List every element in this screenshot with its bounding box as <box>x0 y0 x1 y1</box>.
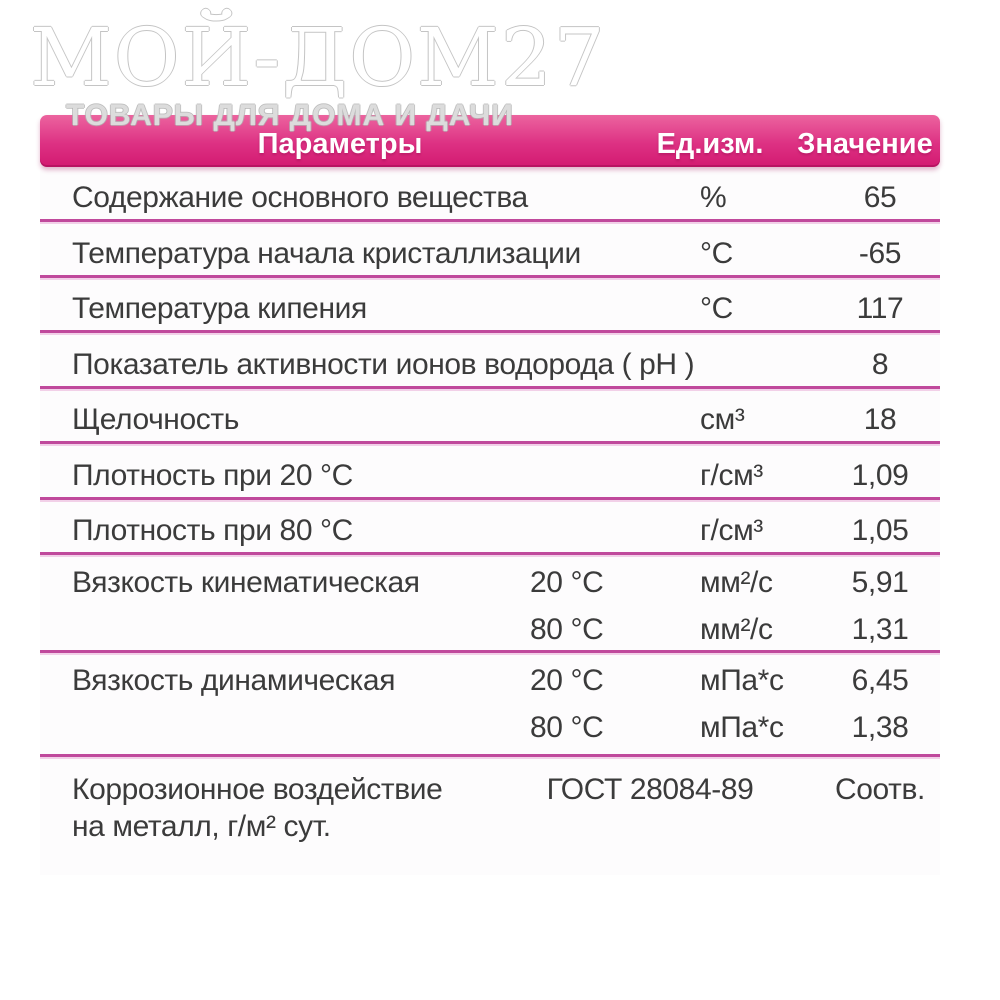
param-value: 1,09 <box>851 458 909 492</box>
header-value-label: Значение <box>797 128 933 160</box>
param-unit: °C <box>700 236 733 270</box>
param-unit: г/см³ <box>700 458 763 492</box>
param-value: 117 <box>856 292 904 325</box>
param-temp: 80 °C <box>530 710 604 744</box>
watermark-logo: МОЙ-ДОМ27 <box>30 11 607 104</box>
param-unit: мПа*с <box>700 663 784 697</box>
param-temp: 80 °C <box>530 612 604 646</box>
param-value: -65 <box>858 236 902 270</box>
param-unit: мПа*с <box>700 710 784 744</box>
table-row <box>40 222 940 278</box>
param-value: Соотв. <box>835 773 925 806</box>
subrows <box>480 657 940 754</box>
param-unit: мм²/с <box>700 565 773 599</box>
param-value: 1,38 <box>851 710 909 744</box>
header-parameters-label: Параметры <box>257 128 423 160</box>
param-label: Вязкость кинематическая <box>72 565 420 599</box>
param-value: 1,31 <box>851 612 909 646</box>
table-row <box>40 757 940 875</box>
param-temp: 20 °C <box>530 565 604 599</box>
table-row-group <box>40 653 940 757</box>
param-label: Показатель активности ионов водорода ( pH ) <box>72 347 695 381</box>
param-value: 18 <box>863 403 897 436</box>
param-label-block <box>40 771 480 845</box>
table-row <box>40 278 940 333</box>
table-row <box>40 500 940 555</box>
param-value: 65 <box>863 181 897 214</box>
table-row <box>40 389 940 444</box>
subrows <box>480 559 940 653</box>
param-value: 8 <box>871 347 889 381</box>
param-label: Содержание основного вещества <box>72 181 528 214</box>
param-label: Вязкость динамическая <box>72 663 396 697</box>
param-unit: % <box>700 181 727 214</box>
param-label: Температура кипения <box>72 292 367 325</box>
param-label: Температура начала кристаллизации <box>72 236 581 270</box>
spec-table <box>40 167 940 875</box>
param-unit: см³ <box>700 403 745 436</box>
table-row-group <box>40 555 940 653</box>
param-label: Плотность при 80 °C <box>72 514 353 547</box>
table-row <box>40 167 940 222</box>
param-value: 5,91 <box>851 565 909 599</box>
param-unit: г/см³ <box>700 514 763 547</box>
table-subrow <box>480 559 940 606</box>
param-value: 6,45 <box>851 663 909 697</box>
watermark-tagline: ТОВАРЫ ДЛЯ ДОМА И ДАЧИ <box>66 99 514 132</box>
param-unit: °C <box>700 292 733 325</box>
param-label-line1: Коррозионное воздействие <box>72 773 443 806</box>
param-label: Щелочность <box>72 403 239 436</box>
param-temp: 20 °C <box>530 663 604 697</box>
table-row <box>40 333 940 389</box>
param-label-line2: на металл, г/м² сут. <box>72 810 331 843</box>
param-standard: ГОСТ 28084-89 <box>546 773 754 806</box>
param-unit: мм²/с <box>700 612 773 646</box>
table-subrow <box>480 704 940 751</box>
header-unit-label: Ед.изм. <box>656 128 764 160</box>
table-row <box>40 444 940 500</box>
table-subrow <box>480 657 940 704</box>
param-value: 1,05 <box>851 514 909 547</box>
table-subrow <box>480 606 940 653</box>
param-label: Плотность при 20 °C <box>72 458 353 492</box>
